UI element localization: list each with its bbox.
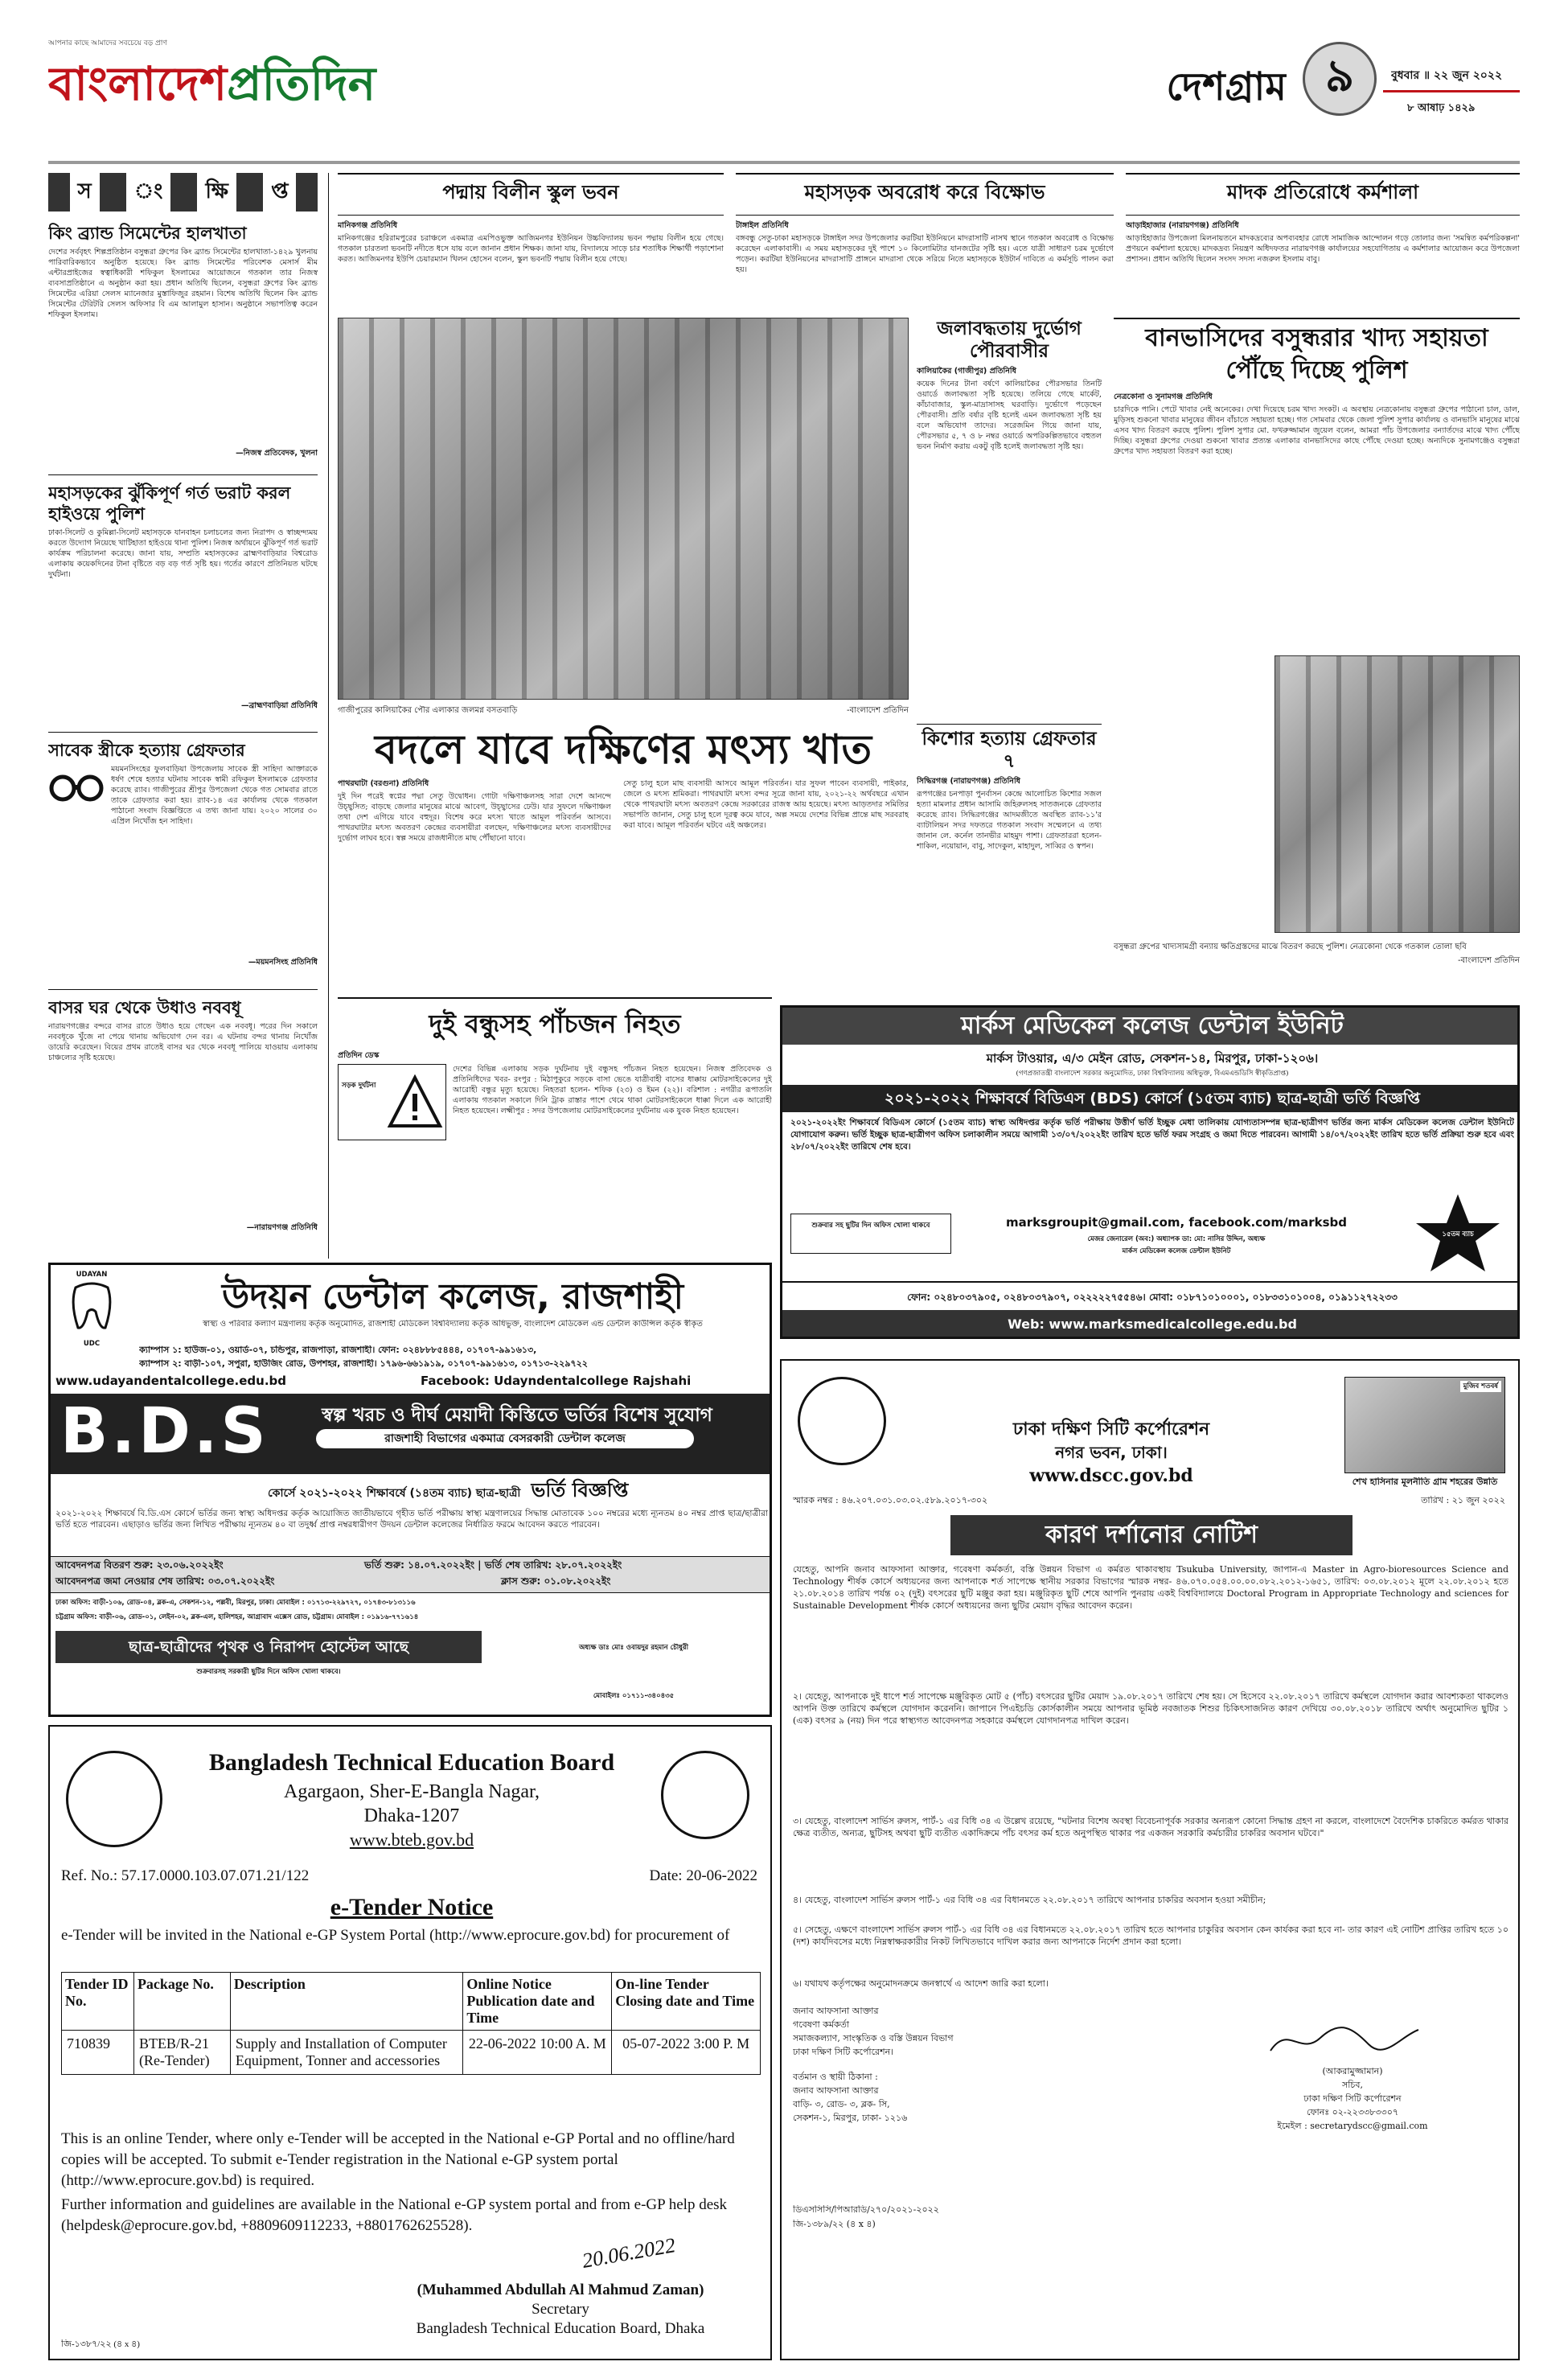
brief-byline: —নারায়ণগঞ্জ প্রতিনিধি — [246, 1223, 318, 1232]
banvashi-story — [1114, 318, 1520, 993]
story-body: দেশের বিভিন্ন এলাকায় সড়ক দুর্ঘটনায় দুই বন্ধুসহ পাঁচজন নিহত হয়েছেন। নিজস্ব প্রতিবেদক ও প্রতিনিধিদের খবর- রংপুর : মিঠাপুকুরে সড়কে বাসা ভেঙে যাত্রীবাহী বাসের ধাক্কায় মোটরসাইকেলের দুই আরোহী বন্ধুর মৃত্যু হয়েছে। নিহতরা হলেন- শফিক (২৩) ও ইমন (২২)। বরিশাল : নগরীর রূপাতলি এলাকায় গতকাল সকালে দিনি ট্রাক রাস্তার পাশে থেমে থাকা মোটরসাইকেলে ধাক্কা দিলে এক আরোহী নিহত হয়েছেন। লক্ষ্মীপুর : সদর উপজেলায় মোটরসাইকেলের দুর্ঘটনায় এক যুবক নিহত হয়েছেন। — [453, 1065, 772, 1115]
dscc-para: ২। যেহেতু, আপনাকে দুই ধাপে শর্ত সাপেক্ষে মঞ্জুরিকৃত মোট ৫ (পাঁচ) বৎসরের ছুটির মেয়াদ ১৯.০৮.২০১৭ তারিখে শেষ হয়। সে হিসেবে ২২.০৮.২০১৭ তারিখে কর্মস্থলে যোগদান করার আবশ্যকতা থাকলেও আপনি উক্ত তারিখে কর্মস্থলে যোগদান করেননি। জাপানে পিএইচডি কোর্সকালীন সময়ে আপনার ভূমিষ্ঠ নবজাতক শিশুর চিকিৎসাজনিত কারণ দেখিয়ে ৩০.০৮.২০১৮ তারিখে অর্থাৎ অনুমোদিত ছুটির ১ (এক) বৎসর ৯ (নয়) দিন পরে স্বাস্থ্যগত আবেদনপত্র সহকারে কর্মস্থলে যোগদানপত্র দাখিল করেন। — [793, 1691, 1508, 1726]
dscc-logo-icon — [798, 1377, 886, 1465]
udayan-body: ২০২১-২০২২ শিক্ষাবর্ষে বি.ডি.এস কোর্সে ভর্তির জন্য স্বাস্থ্য অধিদপ্তর কর্তৃক আয়োজিত জাতীয়ভাবে গৃহীত ভর্তি পরীক্ষায় স্বাস্থ্য মন্ত্রণালয়ের সিদ্ধান্ত মোতাবেক ১০০ নম্বরের মধ্যে ন্যূনতম ৪০ নম্বর প্রাপ্ত ছাত্র/ছাত্রীরা ভর্তি হতে পারবেন। এছাড়াও ভর্তির জন্য লিখিত পরীক্ষায় ন্যূনতম ৪০ বা তদুর্ধ্ব প্রাপ্ত নম্বরধারীগণ উদয়ন ডেন্টাল কলেজের নির্ধারিত ফরমে আবেদন করতে পারবেন। — [55, 1509, 768, 1530]
signatory-name: (আকরামুজ্জামান) — [1322, 2066, 1383, 2076]
story-byline: নেত্রকোনা ও সুনামগঞ্জ প্রতিনিধি — [1114, 392, 1213, 401]
dscc-side-label: শেখ হাসিনার মূলনীতি গ্রাম শহরের উন্নতি — [1352, 1477, 1498, 1487]
recipient-org: ঢাকা দক্ষিণ সিটি কর্পোরেশন। — [793, 2047, 894, 2057]
dscc-signature-icon — [1264, 2020, 1425, 2060]
bteb-note2: Further information and guidelines are available in the National e-GP system portal and from e-GP help desk (helpdesk@eprocure.gov.bd, +8809609112233, +8801762625528). — [61, 2196, 728, 2234]
story-title: মাদক প্রতিরোধে কর্মশালা — [1126, 173, 1520, 216]
matsya-headline: বদলে যাবে দক্ষিণের মৎস্য খাত — [374, 726, 872, 773]
recipient-name: জনাব আফসানা আক্তার — [793, 2006, 879, 2016]
relief-photo — [1275, 655, 1520, 933]
udayan-course: কোর্সে ২০২১-২০২২ শিক্ষাবর্ষে (১৪তম ব্যাচ) ছাত্র-ছাত্রী — [268, 1487, 521, 1500]
address-name: জনাব আফসানা আক্তার — [793, 2085, 879, 2096]
bteb-signature: 20.06.2022 — [580, 2233, 678, 2273]
marks-contact: মেজর জেনারেল (অব:) অধ্যাপক ডা: মো: নাসির উদ্দিন, অধ্যক্ষ — [1087, 1235, 1266, 1243]
udayan-admission: ভর্তি বিজ্ঞপ্তি — [531, 1479, 629, 1501]
dscc-web[interactable]: www.dscc.gov.bd — [1029, 1465, 1193, 1486]
story-body: কয়েক দিনের টানা বর্ষণে কালিয়াকৈর পৌরসভার তিনটি ওয়ার্ডে জলাবদ্ধতা সৃষ্টি হয়েছে। তলিয়ে গেছে মার্কেট, কাঁচাবাজার, স্কুল-মাদ্রাসাসহ ঘরবাড়ি। দুর্ভোগে পড়েছেন পৌরবাসী। প্রতি বর্ষার বৃষ্টি হলেই এমন জলাবদ্ধতা সৃষ্টি হয় বলে অভিযোগ তাদের। সরেজমিন গিয়ে জানা যায়, পৌরসভার ৫, ৭ ও ৮ নম্বর ওয়ার্ডে অপরিকল্পিতভাবে বহুতল ভবন নির্মাণ করায় একটু বৃষ্টি হলেই জলাবদ্ধতা সৃষ্টি হয়। — [917, 380, 1102, 451]
story-byline: প্রতিদিন ডেস্ক — [338, 1051, 380, 1060]
signatory-email: ইমেইল : secretarydscc@gmail.com — [1277, 2121, 1428, 2131]
jol-story — [917, 318, 1102, 720]
udayan-row2a: আবেদনপত্র জমা নেওয়ার শেষ তারিখ: ০৩.০৭.২০২২ইং — [55, 1575, 275, 1587]
dscc-para: ৫। সেহেতু, এক্ষণে বাংলাদেশ সার্ভিস রুলস পার্ট-১ এর বিধি ৩৪ এর বিধানমতে ২২.০৮.২০১৭ তারিখ হতে আপনার চাকুরির অবসান কেন কার্যকর করা হবে না- তার কারণ এই নোটিশ প্রাপ্তির তারিখ হতে ১০ (দশ) কার্যদিবসের মধ্যে নিম্নস্বাক্ষরকারীর নিকট লিখিতভাবে দাখিল করার জন্য আপনাকে নির্দেশ প্রদান করা হলো। — [793, 1924, 1508, 1947]
dscc-title-bar — [950, 1515, 1353, 1555]
udayan-row2b: ক্লাস শুরু: ০১.০৮.২০২২ইং — [501, 1575, 611, 1587]
caption-text: গাজীপুরের কালিয়াকৈর পৌর এলাকার জলমগ্ন বসতবাড়ি — [338, 706, 518, 715]
udayan-office1: ঢাকা অফিস: বাড়ী-১০৬, রোড-০৪, ব্লক-এ, সেকশন-১২, পল্লবী, মিরপুর, ঢাকা। মোবাইল : ০১৭১৩-২২৯৭২৭, ০১৭৪৩-৮১৩১১৬ — [55, 1599, 416, 1607]
udayan-only: রাজশাহী বিভাগের একমাত্র বেসরকারী ডেন্টাল কলেজ — [316, 1429, 694, 1448]
warning-icon — [387, 1074, 443, 1131]
marks-phone-bar — [782, 1281, 1520, 1310]
dscc-recipient — [793, 2004, 1131, 2197]
marks-batch: ১৫তম ব্যাচ — [1442, 1230, 1474, 1238]
bteb-addr1: Agargaon, Sher-E-Bangla Nagar, — [284, 1781, 540, 1802]
marks-header — [782, 1008, 1520, 1045]
table-header: Online Notice Publication date and Time — [463, 1973, 612, 2031]
tender-table — [61, 1972, 761, 2075]
table-header: Description — [230, 1973, 463, 2031]
dscc-footer2: জি-১৩৮৯/২২ (৪ x ৪) — [793, 2220, 876, 2229]
dscc-ad — [780, 1359, 1520, 2360]
bteb-sign-role: Secretary — [532, 2301, 589, 2318]
page-number: ৯ — [1324, 50, 1355, 102]
udayan-campus1: ক্যাম্পাস ১: হাউজ-০১, ওয়ার্ড-০৭, চন্ডিপুর, রাজপাড়া, রাজশাহী। ফোন: ০২৪৮৮৮৫৪৪৪, ০১৭০৭-৯৯১৬১৩, — [139, 1345, 537, 1355]
table-row — [62, 2031, 761, 2075]
dscc-para: যেহেতু, আপনি জনাব আফসানা আক্তার, গবেষণা কর্মকর্তা, বস্তি উন্নয়ন বিভাগ এ কর্মরত থাকাবস্থায় Tsukuba University, জাপান-এ Master in Agro-bioresources Science and Technology শীর্ষক কোর্সে অধ্যয়নের জন্য আপনাকে শর্ত সাপেক্ষে স্থানীয় সরকার বিভাগের স্মারক নম্বর- ৪৬.০৭০.০৫৪.০০.০০.০৮২.২০১২-১৬৫১, তারিখ: ০৩.০৮.২০১২ মূলে ২২.০৮.২০১২ হতে ২১.০৮.২০১৪ তারিখ পর্যন্ত ০২ (দুই) বৎসরের ছুটি মঞ্জুর করা হয়। মঞ্জুরিকৃত ছুটি শেষে আপনি পুনরায় একই বিশ্ববিদ্যালয়ে Doctoral Program in Appropriate Technology and sciences for Sustainable Development শীর্ষক কোর্সে অধ্যয়নের জন্য ছুটির মেয়াদ বৃদ্ধির আবেদন করেন। — [793, 1564, 1508, 1611]
dscc-name: ঢাকা দক্ষিণ সিটি কর্পোরেশন — [1012, 1419, 1210, 1440]
udayan-slogan: স্বল্প খরচ ও দীর্ঘ মেয়াদী কিস্তিতে ভর্তির বিশেষ সুযোগ — [322, 1405, 712, 1426]
handcuffs-icon — [48, 766, 105, 806]
marks-phones: ফোন: ০২৪৮০৩৭৯০৫, ০২৪৮০৩৭৯০৭, ০২২২২২৭৫৫৪৬। মোবা: ০১৮৭১০১০০০১, ০১৮৩৩১০১০০৪, ০১৯১১২৭২২৩৩ — [907, 1292, 1398, 1303]
bteb-web[interactable]: www.bteb.gov.bd — [349, 1830, 474, 1850]
dscc-date: তারিখ : ২১ জুন ২০২২ — [1421, 1496, 1505, 1505]
matsya-byline: পাথরঘাটা (বরগুনা) প্রতিনিধি — [338, 779, 429, 788]
brief-body: দেশের সর্ববৃহৎ শিল্পপ্রতিষ্ঠান বসুন্ধরা গ্রুপের কিং ব্র্যান্ড সিমেন্টের হালখাতা-১৪২৯ খুলনায় পারিবারিকভাবে অনুষ্ঠিত হয়েছে। কিং ব্র্যান্ড সিমেন্টের পরিবেশক মেসার্স মীম এন্টারপ্রাইজের স্বত্বাধিকারী শফিকুল ইসলামের আয়োজনে গতকাল তার নিজস্ব ব্যবসাপ্রতিষ্ঠানে এ অনুষ্ঠান করা হয়। প্রধান অতিথি ছিলেন, বসুন্ধরা গ্রুপের কিং ব্র্যান্ড সিমেন্টের এরিয়া সেলস ম্যানেজার মুস্তাফিজুর রহমান। বিশেষ অতিথি ছিলেন কিং ব্র্যান্ড সিমেন্টের টেরিটরি সেলস অফিসার বি এম আলামুল হাসান। অনুষ্ঠানে সভাপতিত্ব করেন শফিকুল ইসলাম। — [48, 248, 318, 319]
dscc-para: ৬। যথাযথ কর্তৃপক্ষের অনুমোদনক্রমে জনস্বার্থে এ আদেশ জারি করা হলো। — [793, 1978, 1049, 1989]
kishor-story — [917, 724, 1102, 989]
table-header: Package No. — [133, 1973, 230, 2031]
marks-ad — [780, 1005, 1520, 1339]
brief-byline: —ব্রাহ্মণবাড়িয়া প্রতিনিধি — [240, 701, 318, 710]
marks-address: মার্কস টাওয়ার, এ/৩ মেইন রোড, সেকশন-১৪, মিরপুর, ঢাকা-১২০৬। — [986, 1051, 1319, 1066]
story-byline: আড়াইহাজার (নারায়ণগঞ্জ) প্রতিনিধি — [1126, 221, 1239, 230]
briefs-column — [48, 173, 318, 1259]
caption-text: বসুন্ধরা গ্রুপের খাদ্যসামগ্রী বন্যায় ক্ষতিগ্রস্তদের মাঝে বিতরণ করছে পুলিশ। নেত্রকোনা থেকে গতকাল তোলা ছবি — [1114, 943, 1467, 951]
page-number-badge — [1303, 42, 1377, 116]
story-title: বানভাসিদের বসুন্ধরার খাদ্য সহায়তা পৌঁছে দিচ্ছে পুলিশ — [1114, 318, 1520, 387]
flood-photo-caption — [338, 704, 909, 719]
udayan-course-row — [268, 1476, 772, 1505]
udayan-campus2: ক্যাম্পাস ২: বাড়ী-১০৭, সপুরা, হাউজিং রোড, উপশহর, রাজশাহী। ১৭৯৬-৬৬১৯১৯, ০১৭০৭-৯৯১৬১৩, ০১৭১৩-২২৯৭২২ — [139, 1359, 588, 1369]
bteb-addr2: Dhaka-1207 — [363, 1805, 460, 1826]
brief-byline: —ময়মনসিংহ প্রতিনিধি — [248, 958, 318, 967]
dscc-notice-title: কারণ দর্শানোর নোটিশ — [1045, 1521, 1258, 1549]
udayan-logo-mark: UDC — [83, 1340, 101, 1348]
bteb-date: Date: 20-06-2022 — [649, 1867, 757, 1884]
story-title: পদ্মায় বিলীন স্কুল ভবন — [338, 173, 724, 216]
address-label: বর্তমান ও স্থায়ী ঠিকানা : — [793, 2072, 878, 2082]
bteb-ad — [48, 1725, 772, 2360]
address-line1: বাড়ি- ৩, রোড- ৩, ব্লক- সি, — [793, 2099, 890, 2109]
marks-star-badge — [1410, 1193, 1506, 1281]
marks-title: মার্কস মেডিকেল কলেজ ডেন্টাল ইউনিট — [961, 1012, 1344, 1040]
section-name: দেশগ্রাম — [1166, 64, 1287, 109]
recipient-dept: সমাজকল্যাণ, সাংস্কৃতিক ও বস্তি উন্নয়ন বিভাগ — [793, 2033, 954, 2043]
table-cell: Supply and Installation of Computer Equipment, Tonner and accessories — [230, 2031, 463, 2075]
signatory-org: ঢাকা দক্ষিণ সিটি কর্পোরেশন — [1303, 2093, 1402, 2104]
mujib-portrait — [1344, 1377, 1505, 1473]
bteb-sign-name: (Muhammed Abdullah Al Mahmud Zaman) — [417, 2282, 704, 2298]
briefs-header — [48, 173, 318, 212]
briefs-char-0: স — [70, 173, 100, 212]
table-cell: 22-06-2022 10:00 A. M — [463, 2031, 612, 2075]
issue-date-bangla: ৮ আষাঢ় ১৪২৯ — [1407, 102, 1476, 114]
story-title: মহাসড়ক অবরোধ করে বিক্ষোভ — [736, 173, 1114, 216]
story-body: বঙ্গবন্ধু সেতু-ঢাকা মহাসড়কে টাঙ্গাইল সদর উপজেলার করটিয়া ইউনিয়নে মাদরাসাটি নাসখ স্থানে গতকাল অবরোধ ও বিক্ষোভ করেছেন এলাকাবাসী। এ সময় মহাসড়কের দুই পাশে ১০ কিলোমিটার যানজটের সৃষ্টি হয়। এতে যাত্রী সাধারণ চরম দুর্ভোগে পড়েন। করটিয়া ইউনিয়নের মাদরাসাটি প্রাঙ্গনে মাদরাসা থেকে সরিয়ে নিতে মহাসড়কে ইউটার্ন দাবিতে এ কর্মসূচি পালন করা হয়। — [736, 234, 1114, 274]
mujib-label: মুজিব শতবর্ষ — [1460, 1381, 1501, 1392]
brief-title: মহাসড়কের ঝুঁকিপূর্ণ গর্ত ভরাট করল হাইওয়ে পুলিশ — [48, 483, 291, 524]
brief-body: ময়মনসিংহের ফুলবাড়িয়া উপজেলায় সাবেক স্ত্রী সাহিদা আক্তারকে ধর্ষণ শেষে হত্যার ঘটনায় সাবেক স্বামী রফিকুল ইসলামকে গ্রেফতার করেছে র‌্যাব। গাজীপুরের শ্রীপুর উপজেলা থেকে গত সোমবার রাতে তাকে গ্রেফতার করা হয়। র‌্যাব-১৪ এর কার্যালয় থেকে গতকাল পাঠানো সংবাদ বিজ্ঞপ্তিতে এ তথ্য জানা যায়। ২০২০ সালের ৩০ এপ্রিল নিখোঁজ হন সাহিদা। — [111, 765, 318, 826]
udayan-title: উদয়ন ডেন্টাল কলেজ, রাজশাহী — [221, 1276, 684, 1317]
story-title: কিশোর হত্যায় গ্রেফতার ৭ — [917, 724, 1102, 773]
marks-office-note: শুক্রবার সহ ছুটির দিন অফিস খোলা থাকবে — [811, 1222, 930, 1230]
table-header: Tender ID No. — [62, 1973, 134, 2031]
dscc-para: ৪। যেহেতু, বাংলাদেশ সার্ভিস রুলস পার্ট-১ এর বিধি ৩৪ এর বিধানমতে ২২.০৮.২০১৭ তারিখে আপনার চাকরির অবসান হওয়া সমীচীন; — [793, 1895, 1266, 1905]
bteb-name: Bangladesh Technical Education Board — [208, 1749, 615, 1776]
brief-title: বাসর ঘর থেকে উধাও নববধূ — [48, 998, 241, 1017]
brief-divider — [48, 989, 318, 990]
marks-web[interactable]: Web: www.marksmedicalcollege.edu.bd — [1008, 1316, 1297, 1332]
masthead-bottom-rule — [48, 161, 1520, 164]
udayan-web[interactable]: www.udayandentalcollege.edu.bd — [55, 1374, 287, 1388]
table-header: On-line Tender Closing date and Time — [612, 1973, 761, 2031]
masthead-red-rule — [1383, 90, 1520, 92]
masthead-tagline: আপনার কাছে আমাদের সবচেয়ে বড় প্রাণ — [48, 39, 167, 47]
dscc-signatory — [1200, 2064, 1505, 2177]
dscc-hall: নগর ভবন, ঢাকা। — [1055, 1443, 1168, 1462]
brief-item — [48, 483, 318, 724]
udayan-row1b: ভর্তি শুরু: ১৪.০৭.২০২২ইং | ভর্তি শেষ তারিখ: ২৮.০৭.২০২২ইং — [364, 1559, 622, 1571]
brief-body: ঢাকা-সিলেট ও কুমিল্লা-সিলেট মহাসড়কে যানবাহন চলাচলের জন্য নিরাপদ ও স্বাচ্ছন্দ্যময় করতে উদ্যোগ নিয়েছে খাটিহাতা হাইওয়ে থানা পুলিশ। নিজস্ব অর্থায়নে ঝুঁকিপূর্ণ গর্ত ভরাট কার্যক্রম পরিচালনা করেছে। জানা যায়, সম্প্রতি মহাসড়কের ব্রাহ্মণবাড়িয়ার বিশ্বরোড এলাকায় কয়েকদিনের টানা বৃষ্টিতে বড় বড় গর্ত সৃষ্টি হয়। গর্তের কারণে প্রতিনিয়ত ঘটছে দুর্ঘটনা। — [48, 528, 318, 579]
story-title: দুই বন্ধুসহ পাঁচজন নিহত — [338, 997, 772, 1047]
marks-web-bar — [782, 1310, 1520, 1339]
story-byline: মানিকগঞ্জ প্রতিনিধি — [338, 221, 398, 230]
brief-divider — [48, 474, 318, 475]
dscc-memo: স্মারক নম্বর : ৪৬.২০৭.০৩১.০৩.০২.৫৮৯.২০১৭-৩০২ — [793, 1496, 988, 1505]
marks-contact2: মার্কস মেডিকেল কলেজ ডেন্টাল ইউনিট — [1122, 1247, 1231, 1255]
address-line2: সেকশন-১, মিরপুর, ঢাকা- ১২১৬ — [793, 2113, 908, 2123]
brief-item — [48, 223, 318, 470]
matsya-body-col1: দুই দিন পরেই স্বপ্নের পদ্মা সেতু উদ্বোধন। গোটা দক্ষিণাঞ্চলসহ সারা দেশে আনন্দে উচ্ছ্বসিত; বাড়ছে জেলার মানুষের মাঝে আবেগ, উচ্ছ্বাসের ঢেউ। যার সুফলে দক্ষিণাঞ্চল তথা দেশ এগিয়ে যাবে বহুদূর। বিশেষ করে মৎস্য খাতে আমূল পরিবর্তন আসবে। পাথরঘাটার মৎস্য অবতরণ কেন্দ্রের ব্যবসায়ীরা বলছেন, দক্ষিণাঞ্চলের মৎস্য ব্যবসায়ীদের দুর্ভোগ লাঘব হবে। স্বল্প সময়ে রাজধানীতে মাছ পৌঁছানো যাবে। — [338, 792, 611, 843]
marks-email: marksgroupit@gmail.com, facebook.com/marksbd — [1005, 1215, 1347, 1230]
bd-emblem-icon — [661, 1751, 749, 1839]
dscc-para: ৩। যেহেতু, বাংলাদেশ সার্ভিস রুলস, পার্ট-১ এর বিধি ৩৪ এ উল্লেখ রয়েছে, "ঘটনার বিশেষ অবস্থা বিবেচনাপূর্বক সরকার অন্যরূপ কোনো সিদ্ধান্ত গ্রহণ না করলে, বাংলাদেশে বৈদেশিক চাকরিতে কর্মরত থাকার ক্ষেত্র ব্যতীত, অন্যত্র, ছুটিসহ অথবা ছুটি ব্যতীত একাদিক্রমে পাঁচ বৎসর কর্ম হতে অনুপস্থিত থাকার পর একজন সরকারি কর্মচারীর চাকরির অবসান ঘটবে।" — [793, 1816, 1508, 1838]
bteb-title: e-Tender Notice — [330, 1894, 494, 1920]
briefs-char-1: ং — [126, 173, 171, 212]
brief-item — [48, 997, 318, 1255]
story-body: মানিকগঞ্জের হরিরামপুরের চরাঞ্চলে একমাত্র এমপিওভুক্ত আজিমনগর ইউনিয়ন উচ্চবিদ্যালয় ভবন পদ্মায় বিলীন হয়ে গেছে। গতকাল চারতলা ভবনটি নদীতে ধসে যায় বলে জানান প্রধান শিক্ষক। জানা যায়, বিদ্যালয়ে সাড়ে চার শতাধিক শিক্ষার্থী পড়াশোনা করত। আজিমনগর ইউপি চেয়ারম্যান খিলন হোসেন বলেন, স্কুল ভবনটি পদ্মায় বিলীন হয়ে গেছে। — [338, 234, 724, 264]
masthead-logo — [48, 48, 499, 113]
matsya-body-col2: সেতু চালু হলে মাছ ব্যবসায়ী আসবে আমূল পরিবর্তন। যার সুফল পাবেন ব্যবসায়ী, পাইকার, জেলে ও মৎস্য শ্রমিকরা। পাথরঘাটা মৎস্য বন্দর সূত্রে জানা যায়, ২০২১-২২ অর্থবছরে এখান থেকে পাথরঘাটা মৎস্য অবতরণ কেন্দ্রে সরকারের রাজস্ব আয় হয়েছে। মৎস্য আড়তদার সমিতির সভাপতি জানান, সেতু চালু হলে দূরত্ব কমে যাবে, অল্প সময়ে দেশের বিভিন্ন প্রান্তে মাছ সরবরাহ করা যাবে। আমূল পরিবর্তন ঘটবে এই অঞ্চলের। — [623, 779, 909, 830]
caption-credit: -বাংলাদেশ প্রতিদিন — [1457, 956, 1520, 965]
briefs-column-rule — [328, 173, 329, 1259]
brief-title: সাবেক স্ত্রীকে হত্যায় গ্রেফতার — [48, 741, 245, 760]
bteb-intro: e-Tender will be invited in the National e-GP System Portal (http://www.eprocure.gov.bd) for procurement of — [61, 1927, 730, 1944]
dscc-footer1: ডিএসসিসি/পিআরডি/২৭০/২০২১-২০২২ — [793, 2205, 939, 2215]
brief-title: কিং ব্র্যান্ড সিমেন্টের হালখাতা — [48, 224, 247, 243]
marks-subtitle: (গণপ্রজাতন্ত্রী বাংলাদেশ সরকার অনুমোদিত, ঢাকা বিশ্ববিদ্যালয় অধিভুক্ত, বিএমএন্ডডিসি স্বীকৃতিপ্রাপ্ত) — [1016, 1070, 1289, 1078]
table-header-row — [62, 1973, 761, 2031]
marks-office-badge — [790, 1214, 951, 1254]
caption-credit: -বাংলাদেশ প্রতিদিন — [846, 706, 909, 715]
bteb-note1: This is an online Tender, where only e-Tender will be accepted in the National e-GP Portal and no offline/hard copies will be accepted. To submit e-Tender registration in the National e-GP system portal (http://www.eprocure.gov.bd) is required. — [61, 2130, 735, 2189]
logo-protidin: প্রতিদিন — [227, 56, 376, 111]
bteb-logo-icon — [66, 1751, 162, 1847]
udayan-hostel: ছাত্র-ছাত্রীদের পৃথক ও নিরাপদ হোস্টেল আছে — [128, 1638, 409, 1656]
brief-byline: —নিজস্ব প্রতিবেদক, খুলনা — [236, 449, 318, 458]
udayan-office2: চট্টগ্রাম অফিস: বাড়ী-০৬, রোড-০১, লেইন-০২, ব্লক-এল, হালিশহর, আগ্রাবাদ এক্সেস রোড, চট্টগ্রাম। মোবাইল : ০১৯১৬-৭৭১৬১৪ — [55, 1613, 419, 1621]
table-cell: 05-07-2022 3:00 P. M — [612, 2031, 761, 2075]
top-story — [736, 173, 1114, 310]
udayan-ad — [48, 1263, 772, 1717]
udayan-bds-box — [51, 1394, 772, 1474]
udayan-hostel-box — [55, 1631, 482, 1663]
brief-divider — [48, 732, 318, 733]
story-body: রূপগঞ্জের চনপাড়া পুনর্বাসন কেন্দ্রে আলোচিত কিশোর সজল হত্যা মামলার প্রধান আসামি জহিরুলসহ সাতজনকে গ্রেফতার করেছে র‌্যাব। সিদ্ধিরগঞ্জের আদমজীতে অবস্থিত র‌্যাব-১১'র ব্যাটালিয়ন সদর দফতরে গতকাল সংবাদ সম্মেলনে এ তথ্য জানান লে. কর্নেল তানভীর মাহমুদ পাশা। গ্রেফতাররা হলেন- শাকিল, নয়োয়ান, বাবু, সাদেকুল, মাহাদুল, সাব্বির ও স্বপন। — [917, 790, 1102, 851]
udayan-approval: স্বাস্থ্য ও পরিবার কল্যাণ মন্ত্রণালয় কর্তৃক অনুমোদিত, রাজশাহী মেডিকেল বিশ্ববিদ্যালয় কর্তৃক অধিভুক্ত, বাংলাদেশ মেডিকেল এন্ড ডেন্টাল কাউন্সিল কর্তৃক স্বীকৃত — [203, 1320, 703, 1329]
relief-photo-caption — [1114, 941, 1520, 977]
udayan-principal: অধ্যক্ষ ডাঃ মোঃ ওবায়দুর রহমান চৌধুরী — [578, 1644, 689, 1652]
bteb-footer: জি-১৩৮৭/২২ (৪ x ৪) — [61, 2339, 140, 2349]
masthead — [48, 24, 1520, 161]
issue-date: বুধবার ॥ ২২ জুন ২০২২ — [1391, 69, 1503, 82]
story-title: জলাবদ্ধতায় দুর্ভোগ পৌরবাসীর — [937, 318, 1082, 362]
story-body: চারদিকে পানি। পেটে খাবার নেই অনেকের। দেখা দিয়েছে চরম খাদ্য সংকট। এ অবস্থায় নেত্রকোনায় বসুন্ধরা গ্রুপের পাঠানো চাল, ডাল, মুড়িসহ শুকনো খাবার মানুষের জীবন বাঁচাতে সহায়তা হচ্ছে। গত সোমবার থেকে জেলা পুলিশ সুপার কার্যালয় ও বানভাসি মানুষের মাঝে এসব খাদ্য বিতরণ করছে পুলিশ। পুলিশ সুপার মো. ফখরুজ্জামান জুয়েল বলেন, আমরা পাঁচ উপজেলার বন্যার্তদের মাঝে খাদ্য পৌঁছে দিচ্ছি। বসুন্ধরা গ্রুপের দেওয়া শুকনো খাবার প্রত্যন্ত এলাকার বানভাসিদের কাছে পৌঁছে দেওয়া হচ্ছে। অন্যদিকে সুনামগঞ্জেও বসুন্ধরা গ্রুপের খাদ্য সহায়তা বিতরণ করা হচ্ছে। — [1114, 405, 1520, 456]
top-story — [1126, 173, 1520, 310]
story-byline: সিদ্ধিরগঞ্জ (নারায়ণগঞ্জ) প্রতিনিধি — [917, 777, 1021, 786]
udayan-fb[interactable]: Facebook: Udayndentalcollege Rajshahi — [421, 1374, 692, 1388]
top-story — [338, 173, 724, 310]
marks-banner — [782, 1085, 1520, 1112]
table-cell: BTEB/R-21 (Re-Tender) — [133, 2031, 230, 2075]
brief-body: নারায়ণগঞ্জের বন্দরে বাসর রাতে উধাও হয়ে গেছেন এক নববধূ। পরের দিন সকালে নববধূকে খুঁজে না পেয়ে থানায় অভিযোগ দেন বর। এ ঘটনায় বন্দর থানায় নিখোঁজ ডায়েরি করেছেন। বিয়ের প্রথম রাতেই বাসর ঘর থেকে নববধূ পালিয়ে যাওয়ায় এলাকায় চাঞ্চল্যের সৃষ্টি হয়েছে। — [48, 1022, 318, 1062]
accident-story — [338, 997, 772, 1255]
story-byline: টাঙ্গাইল প্রতিনিধি — [736, 221, 789, 230]
story-byline: কালিয়াকৈর (গাজীপুর) প্রতিনিধি — [917, 367, 1016, 376]
accident-warning-box — [338, 1064, 446, 1140]
udayan-principal-phone: মোবাইলঃ ০১৭১১-৩৪০৪৩৫ — [593, 1692, 675, 1700]
recipient-role: গবেষণা কর্মকর্তা — [793, 2019, 850, 2030]
table-cell: 710839 — [62, 2031, 134, 2075]
udayan-logo — [55, 1270, 128, 1350]
marks-body: ২০২১-২০২২ইং শিক্ষাবর্ষে বিডিএস কোর্সে (১৫তম ব্যাচ) স্বাস্থ্য অধিদপ্তর কর্তৃক ভর্তি পরীক্ষায় উত্তীর্ণ ভর্তি ইচ্ছুক মেধা তালিকায় যোগ্যতাসম্পন্ন ছাত্র-ছাত্রীগণ ভর্তির জন্য মার্কস মেডিকেল কলেজ ডেন্টাল ইউনিটে যোগাযোগ করুন। ভর্তি ইচ্ছুক ছাত্র-ছাত্রীগণ অফিস চলাকালীন সময়ে আগামী ১৩/০৭/২০২২ইং তারিখ হতে ভর্তি ফরম সংগ্রহ ও জমা দিতে পারবেন। আগামী ১৪/০৭/২০২২ইং তারিখ হতে ভর্তি প্রক্রিয়া শুরু হবে এবং ২৮/০৭/২০২২ইং তারিখে শেষ হবে। — [790, 1118, 1514, 1152]
flood-photo — [338, 318, 909, 700]
briefs-char-2: ক্ষি — [197, 173, 236, 212]
udayan-row1a: আবেদনপত্র বিতরণ শুরু: ২৩.০৬.২০২২ইং — [55, 1559, 224, 1571]
udayan-dates — [51, 1556, 772, 1593]
briefs-char-3: প্ত — [263, 173, 296, 212]
story-body: আড়াইহাজার উপজেলা মিলনায়তনে মাদকদ্রব্যের অপব্যবহার রোধে সামাজিক আন্দোলন গড়ে তোলার জন্য 'সমন্বিত কর্মপরিকল্পনা' প্রণয়নে কর্মশালা হয়েছে। মাদকদ্রব্য নিয়ন্ত্রণ অধিদফতর নারায়ণগঞ্জ কার্যালয়ের সহযোগিতায় এ কর্মশালার আয়োজন করে উপজেলা প্রশাসন। প্রধান অতিথি ছিলেন সংসদ সদস্য নজরুল ইসলাম বাবু। — [1126, 234, 1520, 264]
bteb-ref: Ref. No.: 57.17.0000.103.07.071.21/122 — [61, 1867, 310, 1884]
logo-bangladesh: বাংলাদেশ — [48, 56, 228, 111]
udayan-hostel-note: শুক্রবারসহ সরকারী ছুটির দিনে অফিস খোলা থাকবে। — [196, 1668, 341, 1676]
signatory-phone: ফোনঃ ০২-২২৩৩৮৩৩০৭ — [1307, 2107, 1398, 2117]
udayan-logo-top: UDAYAN — [76, 1271, 108, 1279]
tooth-logo-icon — [55, 1279, 128, 1336]
udayan-bds: B.D.S — [60, 1395, 269, 1468]
marks-banner-text: ২০২১-২০২২ শিক্ষাবর্ষে বিডিএস (BDS) কোর্সে (১৫তম ব্যাচ) ছাত্র-ছাত্রী ভর্তি বিজ্ঞপ্তি — [885, 1090, 1420, 1107]
signatory-role: সচিব, — [1342, 2080, 1363, 2090]
accident-label: সড়ক দুর্ঘটনা — [342, 1082, 376, 1090]
brief-item — [48, 740, 318, 985]
bteb-sign-org: Bangladesh Technical Education Board, Dhaka — [416, 2320, 705, 2337]
